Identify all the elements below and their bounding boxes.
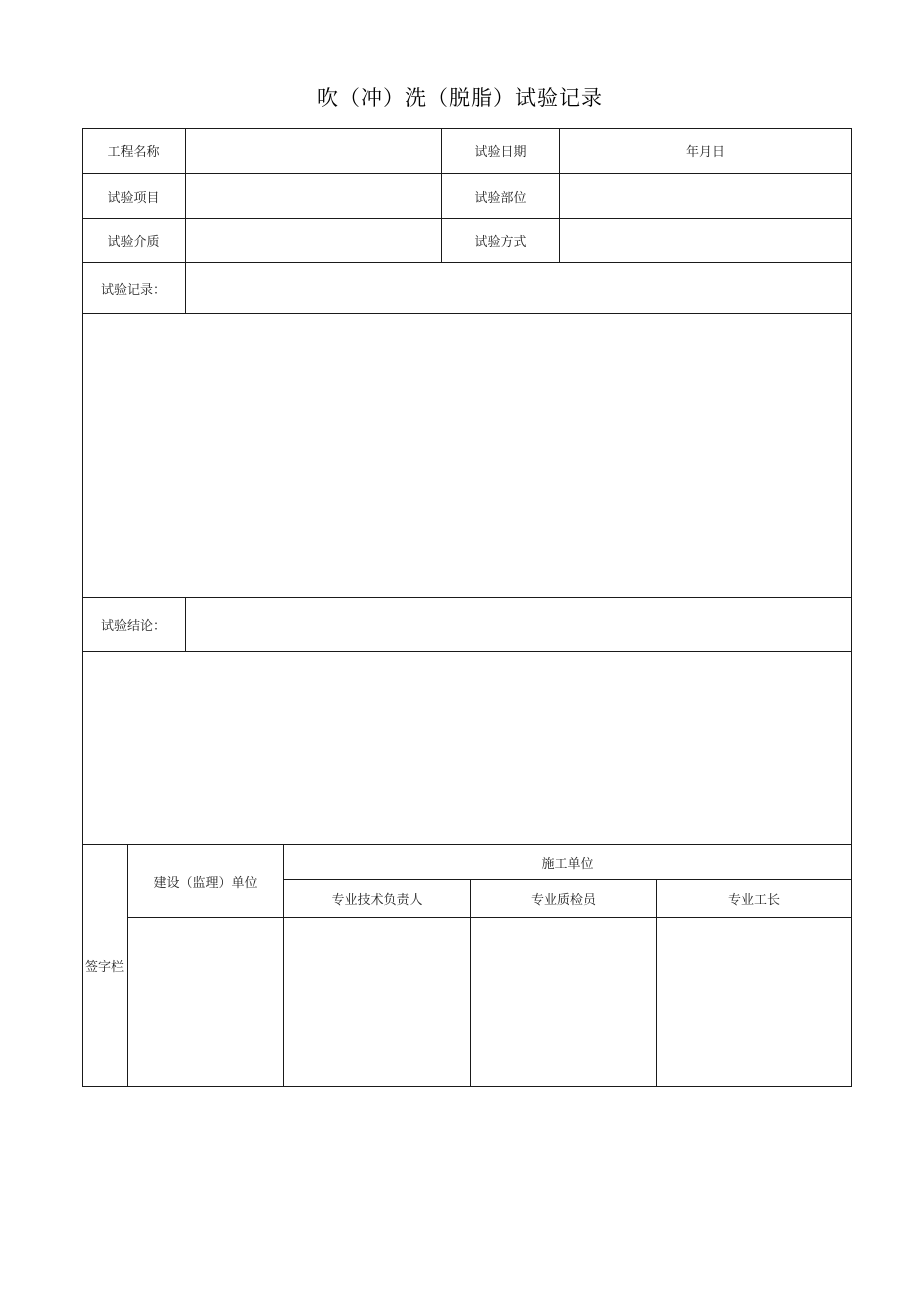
test-part-field[interactable] [560, 174, 851, 218]
project-name-field[interactable] [186, 129, 441, 173]
test-conclusion-area[interactable] [83, 652, 851, 844]
test-date-field[interactable]: 年月日 [685, 145, 725, 160]
quality-inspector-signature-field[interactable] [471, 918, 656, 1086]
test-record-label: 试验记录： [100, 282, 166, 298]
signature-section-label: 签字栏 [84, 960, 124, 975]
test-date-label: 试验日期 [474, 145, 527, 160]
test-record-form [82, 128, 851, 1087]
test-record-header-field[interactable] [186, 263, 851, 313]
test-part-label: 试验部位 [474, 190, 527, 206]
contractor-label: 施工单位 [541, 856, 594, 872]
tech-lead-signature-field[interactable] [284, 918, 470, 1086]
test-conclusion-header-field[interactable] [186, 598, 851, 651]
test-item-field[interactable] [186, 174, 441, 218]
foreman-label: 专业工长 [727, 893, 780, 908]
page-title: 吹（冲）洗（脱脂）试验记录 [317, 86, 603, 110]
test-item-label: 试验项目 [107, 190, 160, 206]
test-medium-label: 试验介质 [107, 235, 160, 250]
tech-lead-label: 专业技术负责人 [331, 893, 423, 908]
border-bottom [82, 1086, 852, 1087]
test-record-area[interactable] [83, 314, 851, 597]
test-method-label: 试验方式 [474, 235, 527, 250]
test-method-field[interactable] [560, 219, 851, 262]
border-right [851, 128, 852, 1087]
test-conclusion-label: 试验结论： [100, 619, 166, 634]
owner-supervisor-label: 建设（监理）单位 [153, 875, 258, 891]
quality-inspector-label: 专业质检员 [530, 893, 596, 908]
owner-signature-field[interactable] [128, 918, 283, 1086]
test-medium-field[interactable] [186, 219, 441, 262]
project-name-label: 工程名称 [107, 145, 160, 160]
foreman-signature-field[interactable] [657, 918, 851, 1086]
